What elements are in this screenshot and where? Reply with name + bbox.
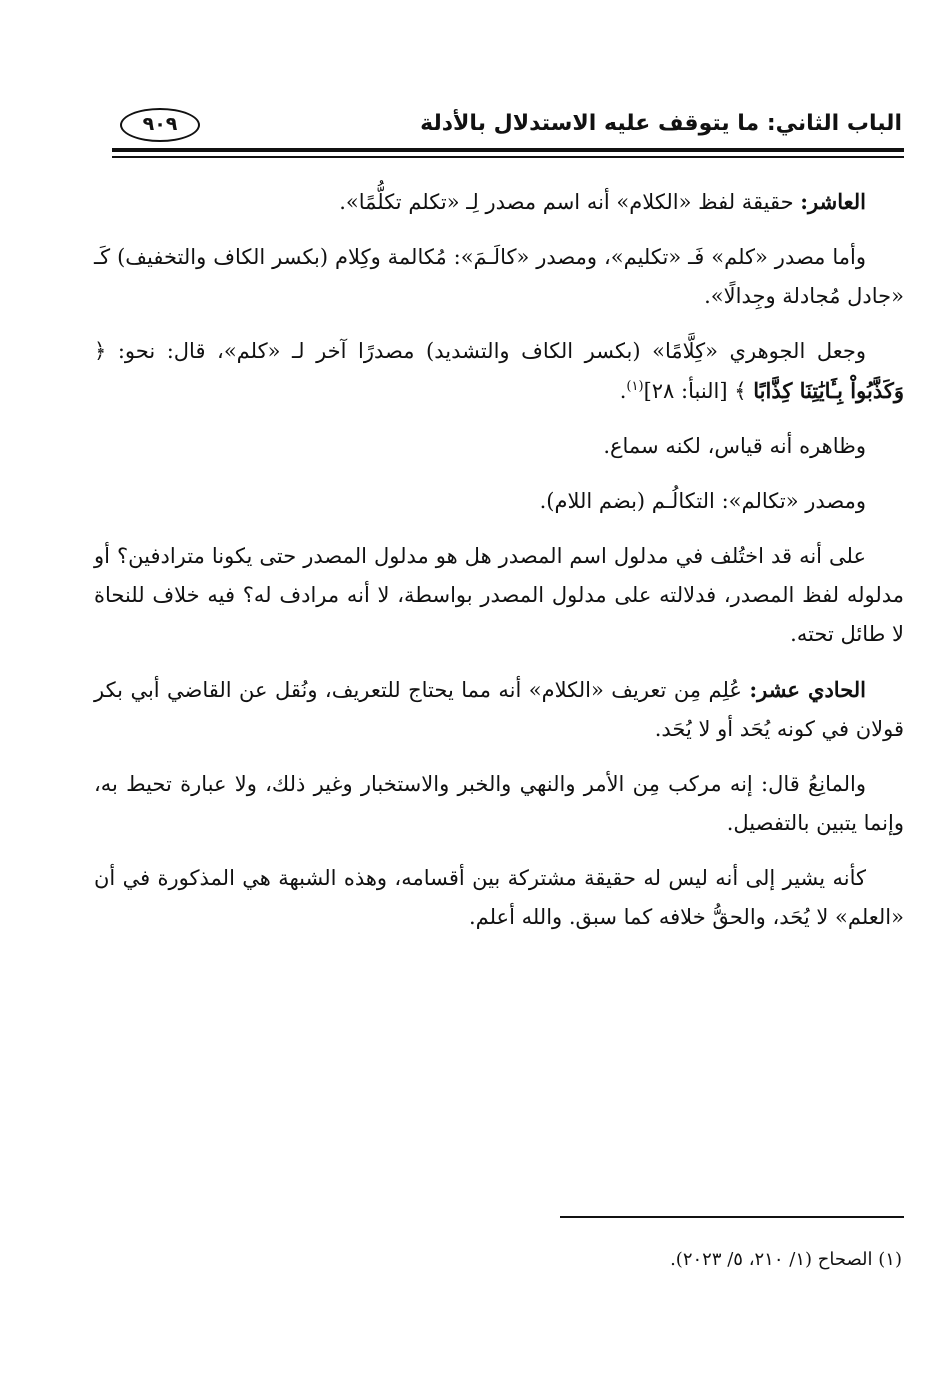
paragraph-takalum — [94, 482, 904, 521]
page-number: ٩٠٩ — [142, 113, 178, 135]
main-text — [94, 182, 904, 953]
paragraph-mani — [94, 765, 904, 843]
paragraph-text: حقيقة لفظ «الكلام» أنه اسم مصدر لِـ «تكلم تكلُّمًا». — [339, 190, 801, 214]
paragraph-eleventh — [94, 670, 904, 749]
ayah-close-bracket: ﴾ — [734, 379, 747, 403]
footnote: (١) الصحاح (١/ ٢١٠، ٥/ ٢٠٢٣). — [670, 1249, 902, 1270]
ayah-open-bracket: ﴿ — [94, 339, 107, 363]
paragraph-text: وجعل الجوهري «كِلَّامًا» (بكسر الكاف والتشديد) مصدرًا آخر لـ «كلم»، قال: نحو: — [117, 339, 866, 363]
running-title: الباب الثاني: ما يتوقف عليه الاستدلال بالأدلة — [420, 111, 902, 136]
section-lead-tenth: العاشر: — [800, 189, 866, 214]
paragraph-text: وأما مصدر «كلم» فَـ «تكليم»، ومصدر «كالَـمَ»: مُكالمة وكِلام (بكسر الكاف والتخفيف) كَـ «جادل مُجادلة وجِدالًا». — [94, 245, 904, 308]
paragraph-text: كأنه يشير إلى أنه ليس له حقيقة مشتركة بين أقسامه، وهذه الشبهة هي المذكورة في أن «العلم» لا يُحَد، والحقُّ خلافه كما سبق. والله أعلم. — [94, 866, 904, 929]
sentence-end: . — [619, 379, 627, 403]
section-lead-eleventh: الحادي عشر: — [749, 677, 866, 702]
paragraph-text: والمانِعُ قال: إنه مركب مِن الأمر والنهي والخبر والاستخبار وغير ذلك، ولا عبارة تحيط به، وإنما يتبين بالتفصيل. — [94, 772, 904, 835]
paragraph-jawhari — [94, 332, 904, 411]
paragraph-qiyas — [94, 427, 904, 466]
paragraph-text: على أنه قد اختُلف في مدلول اسم المصدر هل هو مدلول المصدر حتى يكونا مترادفين؟ أو مدلوله لفظ المصدر، فدلالته على مدلول المصدر بواسطة، لا أنه مرادف له؟ فيه خلاف للنحاة لا طائل تحته. — [94, 544, 904, 646]
footnote-marker: (١) — [626, 379, 644, 394]
paragraph-masdar — [94, 238, 904, 316]
header-rule-thin — [112, 156, 904, 158]
paragraph-text: عُلِم مِن تعريف «الكلام» أنه مما يحتاج للتعريف، ونُقل عن القاضي أبي بكر قولان في كونه يُحَد أو لا يُحَد. — [94, 678, 904, 741]
paragraph-tenth — [94, 182, 904, 222]
paragraph-shubha — [94, 859, 904, 937]
paragraph-ikhtilaf — [94, 537, 904, 654]
paragraph-text: وظاهره أنه قياس، لكنه سماع. — [603, 434, 866, 458]
header-rule-thick — [112, 148, 904, 152]
footnote-rule — [560, 1216, 904, 1218]
quran-ayah: وَكَذَّبُواْ بِـَٔايَٰتِنَا كِذَّابًا — [753, 378, 904, 403]
paragraph-text: ومصدر «تكالم»: التكالُـم (بضم اللام). — [539, 489, 866, 513]
ayah-reference: [النبأ: ٢٨] — [643, 379, 728, 403]
